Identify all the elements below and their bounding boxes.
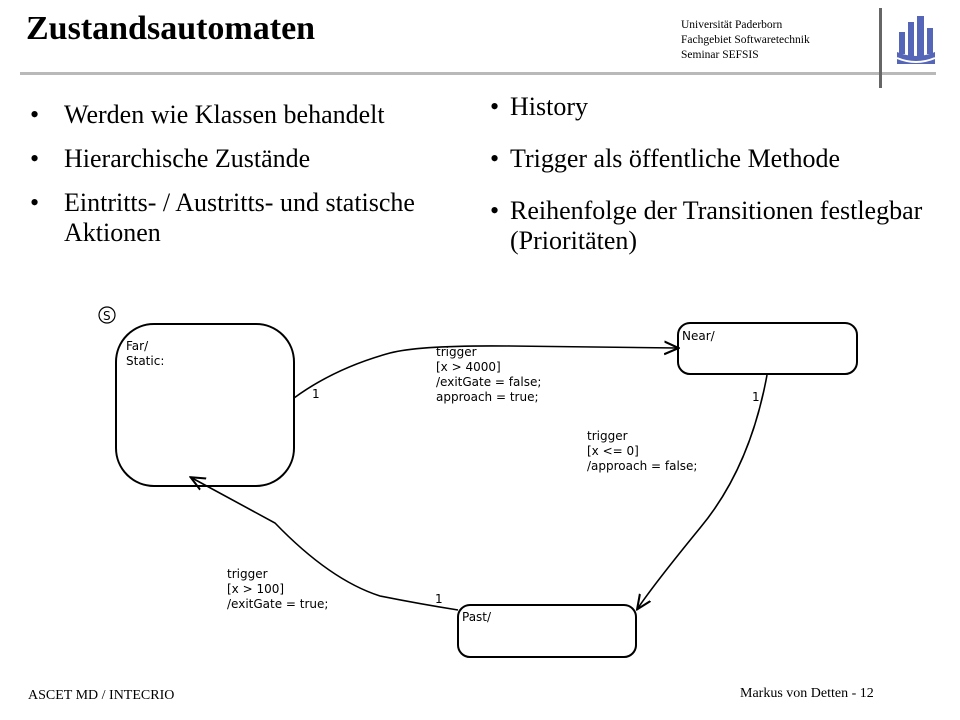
header-vertical-divider [879, 8, 882, 88]
institution-line: Seminar SEFSIS [681, 49, 759, 61]
transition-near-to-past [638, 375, 767, 608]
transition-text: [x > 100] [227, 582, 285, 596]
state-far-action: Static: [126, 354, 165, 368]
institution-info [681, 18, 810, 63]
state-diagram [90, 298, 870, 668]
transition-text: trigger [436, 345, 477, 359]
list-item: • Reihenfolge der Transitionen festlegbar (Prioritäten) [490, 196, 923, 255]
transition-text: trigger [227, 567, 268, 581]
list-item: • Werden wie Klassen behandelt [30, 100, 385, 129]
list-item: • Trigger als öffentliche Methode [490, 144, 840, 173]
start-marker-label: S [103, 309, 111, 323]
list-item: • Eintritts- / Austritts- und statische Aktionen [30, 188, 415, 247]
state-near-label: Near/ [682, 329, 715, 343]
transition-text: [x > 4000] [436, 360, 501, 374]
bullet-text: Reihenfolge der Transitionen festlegbar (Prioritäten) [510, 196, 923, 255]
bullet-text: Werden wie Klassen behandelt [64, 100, 385, 129]
bullet-text: Trigger als öffentliche Methode [510, 144, 840, 173]
bullet-text: Eintritts- / Austritts- und statische Aktionen [64, 188, 415, 247]
institution-line: Universität Paderborn [681, 19, 783, 31]
priority-label: 1 [312, 387, 320, 401]
institution-line: Fachgebiet Softwaretechnik [681, 34, 810, 46]
priority-label: 1 [435, 592, 443, 606]
header-divider [20, 72, 936, 75]
list-item: • History [490, 92, 588, 121]
transition-text: approach = true; [436, 390, 539, 404]
list-item: • Hierarchische Zustände [30, 144, 311, 173]
university-logo-icon [891, 12, 941, 66]
transition-text: /exitGate = false; [436, 375, 542, 389]
bullet-text: History [510, 92, 588, 121]
priority-label: 1 [752, 390, 760, 404]
transition-text: /approach = false; [587, 459, 698, 473]
state-past-label: Past/ [462, 610, 492, 624]
page-title: Zustandsautomaten [26, 10, 316, 47]
right-bullet-list [490, 92, 940, 278]
transition-text: /exitGate = true; [227, 597, 329, 611]
left-bullet-list [30, 100, 470, 262]
state-far-label: Far/ [126, 339, 149, 353]
bullet-text: Hierarchische Zustände [64, 144, 311, 173]
footer-right: Markus von Detten - 12 [740, 686, 874, 701]
footer-left: ASCET MD / INTECRIO [28, 688, 175, 703]
transition-text: [x <= 0] [587, 444, 639, 458]
transition-text: trigger [587, 429, 628, 443]
